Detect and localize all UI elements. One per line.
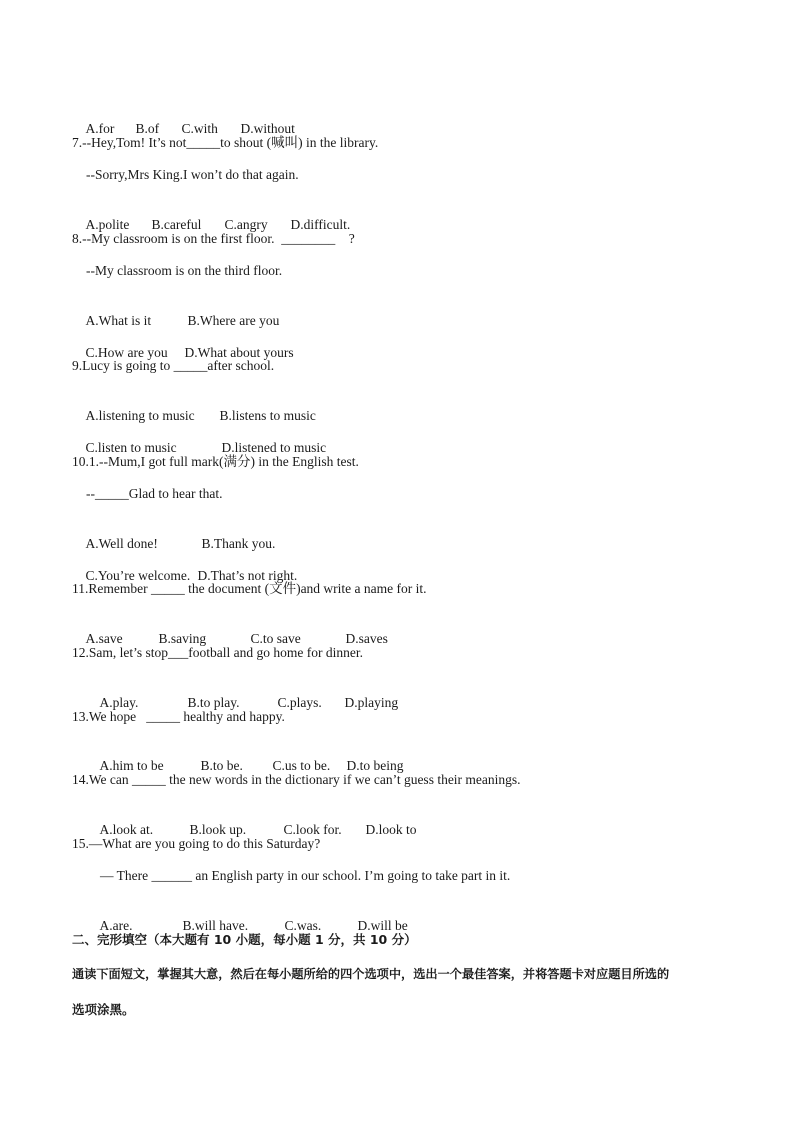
q7-reply: --Sorry,Mrs King.I won’t do that again. bbox=[86, 167, 299, 182]
q12-option-b: B.to play. bbox=[187, 695, 240, 710]
q12-option-d: D.playing bbox=[344, 695, 399, 710]
q12-option-a: A.play. bbox=[99, 695, 139, 710]
q15-option-c: C.was. bbox=[284, 918, 322, 933]
section2-instructions-line-1: 通读下面短文，掌握其大意，然后在每小题所给的四个选项中，选出一个最佳答案，并将答题卡对应题目所选的 bbox=[72, 967, 670, 981]
q11-option-d: D.saves bbox=[345, 631, 388, 646]
q7-option-c: C.angry bbox=[224, 217, 268, 232]
q15-option-d: D.will be bbox=[357, 918, 408, 933]
q9-stem: 9.Lucy is going to _____after school. bbox=[72, 358, 275, 373]
q10-option-a: A.Well done! bbox=[85, 536, 158, 551]
q14-option-d: D.look to bbox=[365, 822, 417, 837]
q8-option-c: C.How are you bbox=[85, 345, 168, 360]
q13-option-c: C.us to be. bbox=[272, 758, 331, 773]
q15-option-b: B.will have. bbox=[182, 918, 249, 933]
q10-option-d: D.That’s not right. bbox=[197, 568, 298, 583]
q9-option-a: A.listening to music bbox=[85, 408, 195, 423]
q15-reply: — There ______ an English party in our school. I’m going to take part in it. bbox=[100, 868, 511, 883]
q15-stem: 15.—What are you going to do this Saturday? bbox=[72, 836, 321, 851]
q13-option-d: D.to being bbox=[346, 758, 404, 773]
q8-option-b: B.Where are you bbox=[187, 313, 280, 328]
q10-reply: --_____Glad to hear that. bbox=[86, 486, 223, 501]
section2-title: 二、完形填空（本大题有 10 小题，每小题 1 分，共 10 分） bbox=[72, 932, 417, 947]
q6-option-a: A.for bbox=[85, 121, 115, 136]
q7-stem: 7.--Hey,Tom! It’s not_____to shout (喊叫) in the library. bbox=[72, 135, 379, 150]
q13-stem: 13.We hope _____ healthy and happy. bbox=[72, 709, 285, 724]
q7-option-a: A.polite bbox=[85, 217, 130, 232]
q11-option-c: C.to save bbox=[250, 631, 301, 646]
q7-option-d: D.difficult. bbox=[290, 217, 351, 232]
q11-stem: 11.Remember _____ the document (文件)and write a name for it. bbox=[72, 581, 427, 596]
q13-option-a: A.him to be bbox=[99, 758, 164, 773]
q14-stem: 14.We can _____ the new words in the dictionary if we can’t guess their meanings. bbox=[72, 772, 521, 787]
q11-option-a: A.save bbox=[85, 631, 123, 646]
q12-stem: 12.Sam, let’s stop___football and go home for dinner. bbox=[72, 645, 363, 660]
q6-option-d: D.without bbox=[240, 121, 295, 136]
q12-option-c: C.plays. bbox=[277, 695, 322, 710]
q9-option-d: D.listened to music bbox=[221, 440, 327, 455]
q7-option-b: B.careful bbox=[151, 217, 202, 232]
q14-option-c: C.look for. bbox=[283, 822, 342, 837]
q8-option-a: A.What is it bbox=[85, 313, 152, 328]
q9-option-b: B.listens to music bbox=[219, 408, 316, 423]
q9-option-c: C.listen to music bbox=[85, 440, 177, 455]
q13-option-b: B.to be. bbox=[200, 758, 243, 773]
section2-instructions-line-2: 选项涂黑。 bbox=[72, 1002, 135, 1017]
q14-option-a: A.look at. bbox=[99, 822, 154, 837]
q10-stem: 10.1.--Mum,I got full mark(满分) in the English test. bbox=[72, 454, 359, 469]
q8-option-d: D.What about yours bbox=[184, 345, 294, 360]
q10-option-b: B.Thank you. bbox=[201, 536, 276, 551]
q6-option-c: C.with bbox=[181, 121, 218, 136]
q15-option-a: A.are. bbox=[99, 918, 133, 933]
q8-reply: --My classroom is on the third floor. bbox=[86, 263, 283, 278]
q14-option-b: B.look up. bbox=[189, 822, 247, 837]
q10-option-c: C.You’re welcome. bbox=[85, 568, 191, 583]
q11-option-b: B.saving bbox=[158, 631, 207, 646]
q8-stem: 8.--My classroom is on the first floor. ________ ? bbox=[72, 231, 355, 246]
q6-option-b: B.of bbox=[135, 121, 160, 136]
